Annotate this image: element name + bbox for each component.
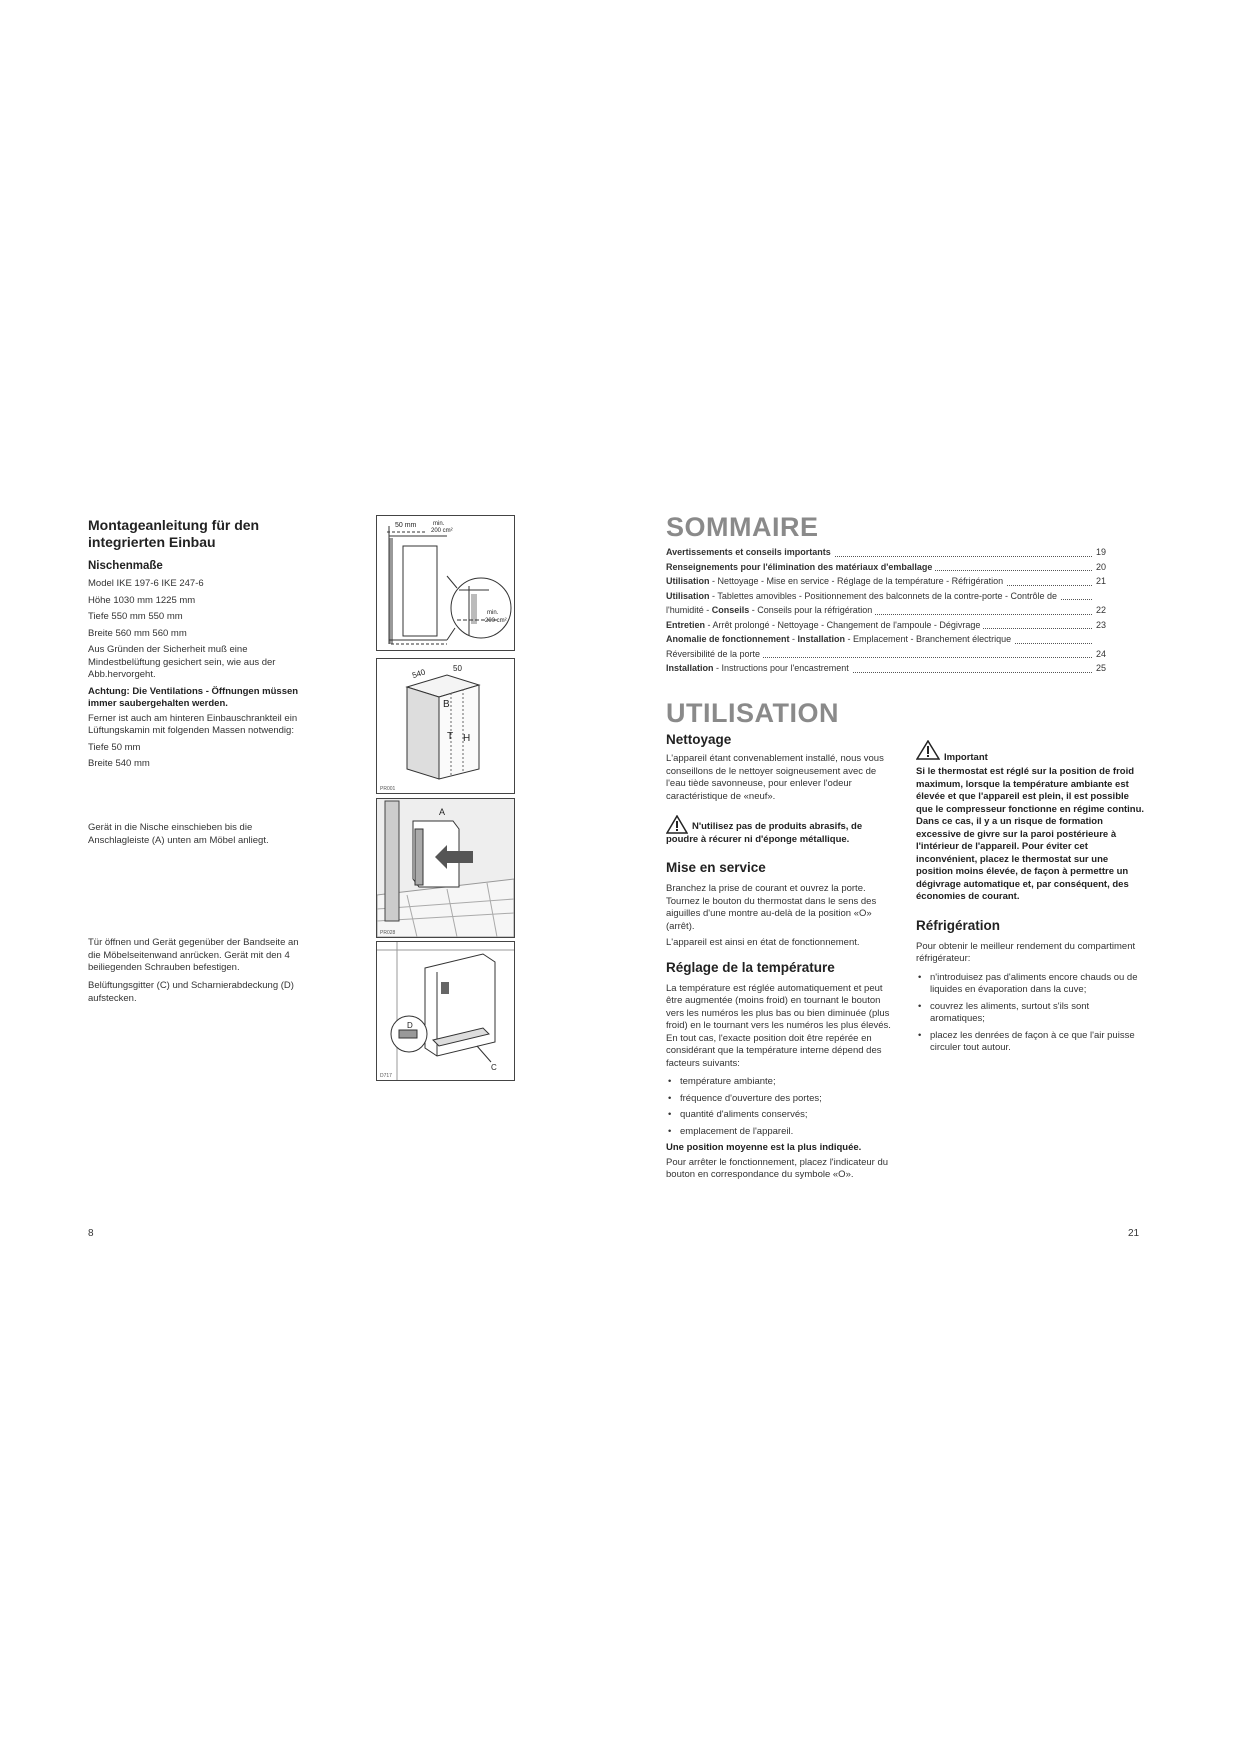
specs-list bbox=[88, 578, 310, 640]
fig1-dim-area: 200 cm² bbox=[431, 528, 453, 534]
fig1-dim-area-2: 200 cm² bbox=[485, 618, 507, 624]
section-heading: Nischenmaße bbox=[88, 560, 163, 572]
page-number-right: 21 bbox=[1128, 1228, 1140, 1239]
fig3-code: PR028 bbox=[380, 930, 396, 936]
page-number-left: 8 bbox=[88, 1228, 94, 1239]
safety-text: Aus Gründen der Sicherheit muß eine Mindestbelüftung gesichert sein, wie aus der Abb.hervorgeht. bbox=[88, 644, 276, 680]
reglage-text: La température est réglée automatiquement et peut être augmentée (moins froid) en tournant le bouton vers les numéros les plus bas ou bien diminuée (plus froid) en le tournant vers les numéros les plus élevés. En tout cas, l'exacte position doit être repérée en considérant que la température interne dépend des facteurs suivants: bbox=[666, 982, 891, 1069]
chimney-text: Ferner ist auch am hinteren Einbauschrankteil ein Lüftungskamin mit folgenden Massen notwendig: bbox=[88, 712, 298, 736]
fig1-dim-min-2: min. bbox=[487, 610, 499, 616]
reglage-bold-note: Une position moyenne est la plus indiquée. bbox=[666, 1142, 862, 1153]
toc-entry[interactable]: l'humidité - Conseils - Conseils pour la réfrigération 22 bbox=[666, 603, 1106, 618]
mise-text-2: L'appareil est ainsi en état de fonctionnement. bbox=[666, 937, 860, 948]
important-text: Si le thermostat est réglé sur la position de froid maximum, lorsque la température ambiante est élevée et que l'appareil est plein, il est possible que le compresseur fonctionne en régime continu. Dans ce cas, il y a un risque de formation excessive de givre sur la paroi postérieure à l'intérieur de l'appareil. Pour éviter cet inconvénient, placez le thermostat sur une position moins élevée, de façon à permettre un dégivrage automatique et, par conséquent, des économies de courant. bbox=[916, 766, 1145, 902]
list-item: • quantité d'aliments conservés; bbox=[666, 1109, 896, 1122]
list-item: • placez les denrées de façon à ce que l'air puisse circuler tout autour. bbox=[916, 1030, 1146, 1055]
sommaire-title: SOMMAIRE bbox=[666, 512, 819, 542]
figure-grille-hinge bbox=[376, 941, 515, 1081]
toc-entry[interactable]: Utilisation - Tablettes amovibles - Positionnement des balconnets de la contre-porte - Contrôle de bbox=[666, 589, 1106, 604]
important-heading-block bbox=[916, 740, 1146, 762]
fig4-label-D: D bbox=[407, 1021, 413, 1030]
chimney-depth: Tiefe 50 mm bbox=[88, 741, 141, 753]
grille-text: Belüftungsgitter (C) und Scharnierabdeckung (D) aufstecken. bbox=[88, 980, 294, 1004]
toc-entry[interactable]: Utilisation - Nettoyage - Mise en service - Réglage de la température - Réfrigération 21 bbox=[666, 574, 1106, 589]
list-item: • emplacement de l'appareil. bbox=[666, 1126, 896, 1139]
toc-entry[interactable]: Renseignements pour l'élimination des matériaux d'emballage 20 bbox=[666, 560, 1106, 575]
fig1-dim-50: 50 mm bbox=[395, 522, 417, 529]
warning-triangle-icon bbox=[916, 740, 940, 760]
nettoyage-warning-block bbox=[666, 821, 896, 846]
warning-triangle-icon bbox=[666, 815, 688, 834]
fig2-label-T: T bbox=[447, 731, 454, 742]
fig4-code: D717 bbox=[380, 1073, 392, 1079]
mise-heading: Mise en service bbox=[666, 860, 766, 875]
toc-entry[interactable]: Avertissements et conseils importants 19 bbox=[666, 545, 1106, 560]
nettoyage-heading: Nettoyage bbox=[666, 732, 732, 747]
nettoyage-warning: N'utilisez pas de produits abrasifs, de poudre à récurer ni d'éponge métallique. bbox=[666, 821, 863, 845]
toc-entry[interactable]: Installation - Instructions pour l'encastrement 25 bbox=[666, 661, 1106, 676]
toc-entry[interactable]: Réversibilité de la porte 24 bbox=[666, 647, 1106, 662]
insert-text: Gerät in die Nische einschieben bis die Anschlagleiste (A) unten am Möbel anliegt. bbox=[88, 822, 269, 846]
nettoyage-text: L'appareil étant convenablement installé, nous vous conseillons de le nettoyer soigneusement avec de l'eau tiède savonneuse, pour enlever l'odeur caractéristique de «neuf». bbox=[666, 753, 884, 802]
reglage-heading: Réglage de la température bbox=[666, 959, 835, 975]
list-item: • n'introduisez pas d'aliments encore chauds ou de liquides en évaporation dans la cuve; bbox=[916, 972, 1146, 997]
refrigeration-heading: Réfrigération bbox=[916, 917, 1001, 933]
fig3-label-A: A bbox=[439, 807, 446, 817]
figure-insert-appliance bbox=[376, 798, 515, 938]
fig2-label-B: B bbox=[443, 699, 450, 710]
table-of-contents bbox=[666, 545, 1106, 676]
refrigeration-tips-list bbox=[916, 972, 1146, 1055]
column-usage-right bbox=[916, 740, 1146, 1059]
door-text: Tür öffnen und Gerät gegenüber der Bandseite an die Möbelseitenwand anrücken. Gerät mit den 4 beiliegenden Schrauben befestigen. bbox=[88, 937, 299, 973]
chimney-width: Breite 540 mm bbox=[88, 758, 150, 769]
figure-ventilation bbox=[376, 515, 515, 651]
fig2-code: PR001 bbox=[380, 786, 396, 792]
spec-model: Model IKE 197-6 IKE 247-6 bbox=[88, 578, 204, 589]
list-item: • couvrez les aliments, surtout s'ils sont aromatiques; bbox=[916, 1001, 1146, 1026]
list-item: • fréquence d'ouverture des portes; bbox=[666, 1093, 896, 1106]
fig1-dim-min: min. bbox=[433, 521, 445, 527]
reglage-factors-list bbox=[666, 1076, 896, 1138]
fig2-label-H: H bbox=[463, 733, 471, 744]
important-heading: Important bbox=[944, 752, 988, 763]
spec-depth: Tiefe 550 mm 550 mm bbox=[88, 611, 183, 622]
spec-height: Höhe 1030 mm 1225 mm bbox=[88, 594, 196, 606]
refrigeration-text: Pour obtenir le meilleur rendement du compartiment réfrigérateur: bbox=[916, 940, 1136, 964]
fig2-label-50: 50 bbox=[453, 664, 462, 673]
column-usage-left bbox=[666, 732, 896, 1182]
spec-width: Breite 560 mm 560 mm bbox=[88, 627, 187, 639]
toc-entry[interactable]: Anomalie de fonctionnement - Installation - Emplacement - Branchement électrique bbox=[666, 632, 1106, 647]
fig4-label-C: C bbox=[491, 1063, 497, 1072]
list-item: • température ambiante; bbox=[666, 1076, 896, 1089]
toc-entry[interactable]: Entretien - Arrêt prolongé - Nettoyage - Changement de l'ampoule - Dégivrage 23 bbox=[666, 618, 1106, 633]
page-title: Montageanleitung für den integrierten Einbau bbox=[88, 517, 260, 550]
fig2-label-540: 540 bbox=[411, 667, 427, 681]
figure-niche-dimensions bbox=[376, 658, 515, 794]
left-page-text bbox=[88, 517, 310, 771]
warning-text: Achtung: Die Ventilations - Öffnungen müssen immer saubergehalten werden. bbox=[88, 685, 299, 709]
reglage-stop-text: Pour arrêter le fonctionnement, placez l'indicateur du bouton en correspondance du symbole «O». bbox=[666, 1156, 889, 1180]
mise-text-1: Branchez la prise de courant et ouvrez la porte. Tournez le bouton du thermostat dans le sens des aiguilles d'une montre au-delà de la position «O» (arrêt). bbox=[666, 883, 877, 932]
utilisation-title: UTILISATION bbox=[666, 698, 839, 728]
